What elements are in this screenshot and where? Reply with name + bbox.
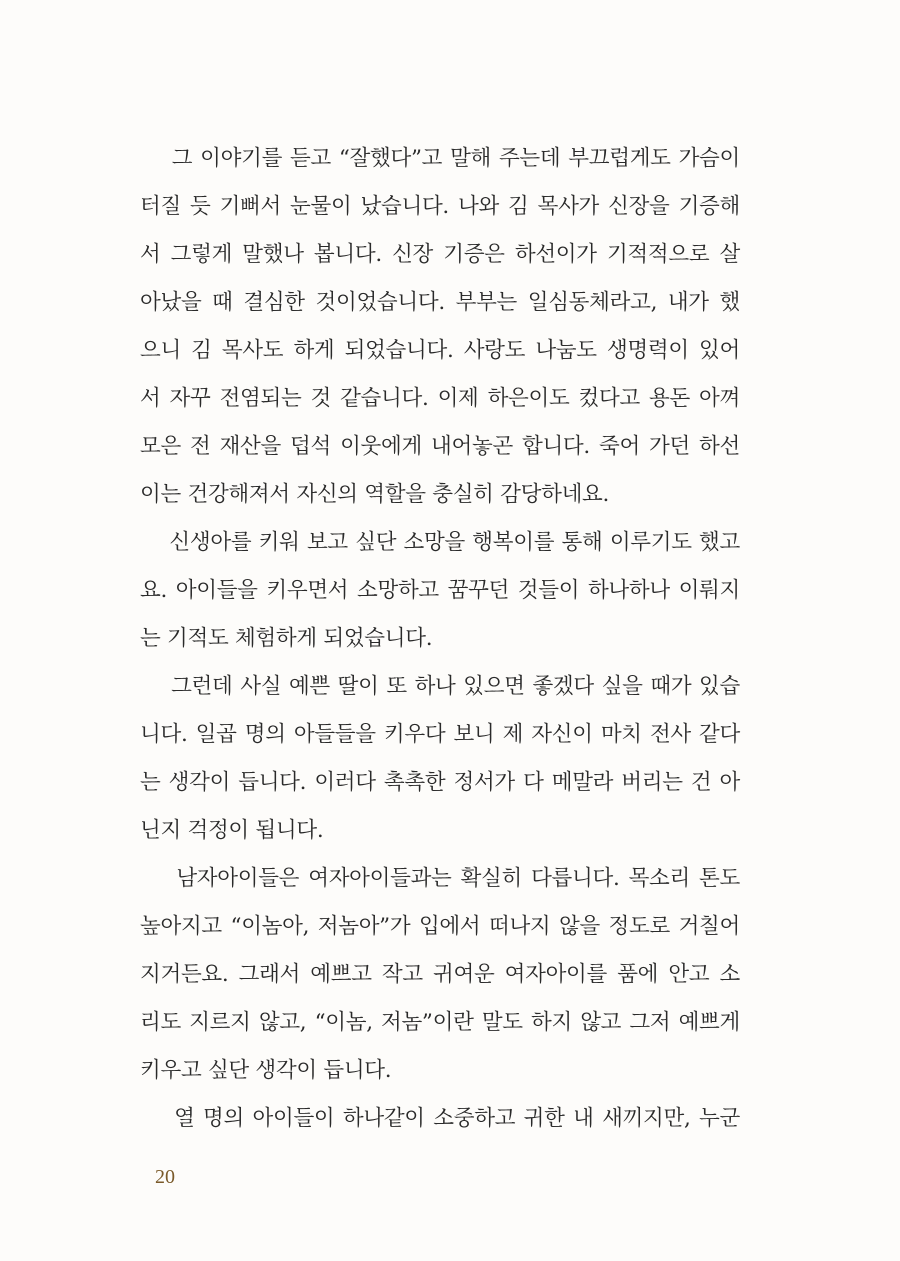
text-line: 이는 건강해져서 자신의 역할을 충실히 감당하네요.	[140, 482, 610, 507]
text-line: 으니 김 목사도 하게 되었습니다. 사랑도 나눔도 생명력이 있어	[140, 338, 740, 363]
text-line: 키우고 싶단 생각이 듭니다.	[140, 1058, 392, 1083]
text-line: 리도 지르지 않고, “이놈, 저놈”이란 말도 하지 않고 그저 예쁘게	[140, 1010, 740, 1035]
text-line: 요. 아이들을 키우면서 소망하고 꿈꾸던 것들이 하나하나 이뤄지	[140, 578, 740, 603]
text-line: 니다. 일곱 명의 아들들을 키우다 보니 제 자신이 마치 전사 같다	[140, 722, 740, 747]
text-line: 아났을 때 결심한 것이었습니다. 부부는 일심동체라고, 내가 했	[140, 290, 740, 315]
text-line: 신생아를 키워 보고 싶단 소망을 행복이를 통해 이루기도 했고	[140, 530, 740, 555]
text-line: 터질 듯 기뻐서 눈물이 났습니다. 나와 김 목사가 신장을 기증해	[140, 194, 740, 219]
text-line: 닌지 걱정이 됩니다.	[140, 818, 324, 843]
page-body-text	[140, 135, 740, 1143]
text-line: 는 생각이 듭니다. 이러다 촉촉한 정서가 다 메말라 버리는 건 아	[140, 770, 740, 795]
text-line: 남자아이들은 여자아이들과는 확실히 다릅니다. 목소리 톤도	[140, 866, 740, 891]
text-line: 서 그렇게 말했나 봅니다. 신장 기증은 하선이가 기적적으로 살	[140, 242, 740, 267]
text-line: 지거든요. 그래서 예쁘고 작고 귀여운 여자아이를 품에 안고 소	[140, 962, 740, 987]
text-line: 그런데 사실 예쁜 딸이 또 하나 있으면 좋겠다 싶을 때가 있습	[140, 674, 740, 699]
text-line: 열 명의 아이들이 하나같이 소중하고 귀한 내 새끼지만, 누군	[140, 1106, 740, 1131]
text-line: 그 이야기를 듣고 “잘했다”고 말해 주는데 부끄럽게도 가슴이	[140, 146, 740, 171]
text-line: 높아지고 “이놈아, 저놈아”가 입에서 떠나지 않을 정도로 거칠어	[140, 914, 740, 939]
page-number: 20	[155, 1166, 175, 1188]
text-line: 는 기적도 체험하게 되었습니다.	[140, 626, 433, 651]
text-line: 모은 전 재산을 덥석 이웃에게 내어놓곤 합니다. 죽어 가던 하선	[140, 434, 740, 459]
text-line: 서 자꾸 전염되는 것 같습니다. 이제 하은이도 컸다고 용돈 아껴	[140, 386, 740, 411]
